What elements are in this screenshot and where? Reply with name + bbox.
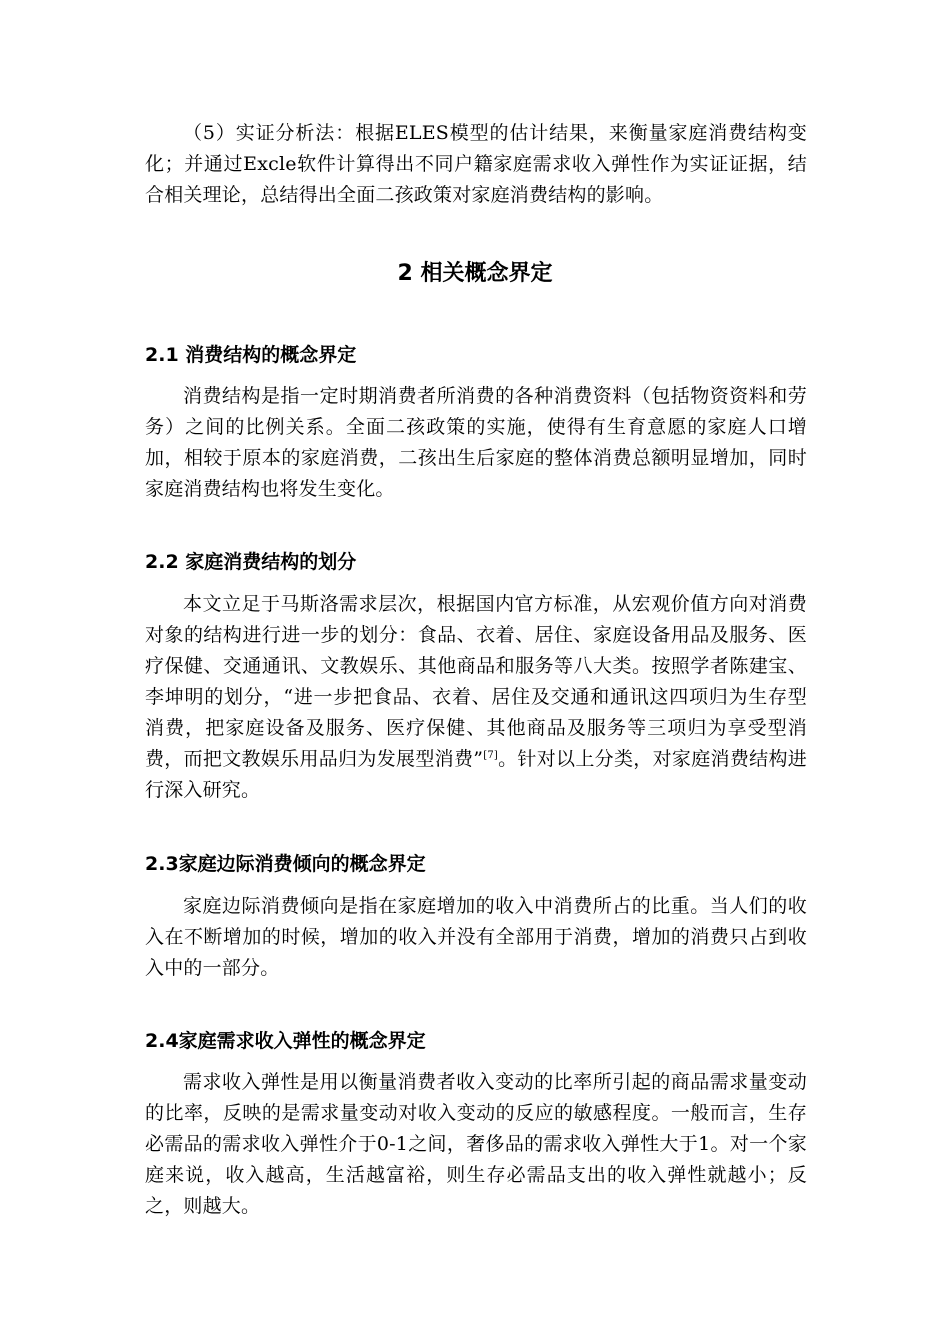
section-heading-2-3: 2.3家庭边际消费倾向的概念界定 [145, 853, 426, 875]
section-heading-2-1: 2.1 消费结构的概念界定 [145, 344, 357, 366]
section-2-2-text: 本文立足于马斯洛需求层次，根据国内官方标准，从宏观价值方向对消费对象的结构进行进一步的划分：食品、衣着、居住、家庭设备用品及服务、医疗保健、交通通讯、文教娱乐、其他商品和服务等八大类。按照学者陈建宝、李坤明的划分，“进一步把食品、衣着、居住及交通和通讯这四项归为生存型消费，把家庭设备及服务、医疗保健、其他商品及服务等三项归为享受型消费，而把文教娱乐用品归为发展型消费” [145, 593, 807, 770]
section-2-2-paragraph [145, 589, 807, 806]
section-heading-2-2: 2.2 家庭消费结构的划分 [145, 551, 357, 573]
section-2-1-paragraph: 消费结构是指一定时期消费者所消费的各种消费资料（包括物资资料和劳务）之间的比例关系。全面二孩政策的实施，使得有生育意愿的家庭人口增加，相较于原本的家庭消费，二孩出生后家庭的整体消费总额明显增加，同时家庭消费结构也将发生变化。 [145, 385, 807, 500]
chapter-title: 2 相关概念界定 [397, 261, 553, 286]
section-2-2-text-tail: 。针对以上分类，对家庭消费结构进行深入研究。 [145, 748, 807, 801]
citation-marker: [7] [483, 750, 498, 761]
section-2-3-paragraph: 家庭边际消费倾向是指在家庭增加的收入中消费所占的比重。当人们的收入在不断增加的时候，增加的收入并没有全部用于消费，增加的消费只占到收入中的一部分。 [145, 895, 807, 979]
section-heading-2-4: 2.4家庭需求收入弹性的概念界定 [145, 1030, 426, 1052]
section-2-4-paragraph: 需求收入弹性是用以衡量消费者收入变动的比率所引起的商品需求量变动的比率，反映的是需求量变动对收入变动的反应的敏感程度。一般而言，生存必需品的需求收入弹性介于0-1之间，奢侈品的需求收入弹性大于1。对一个家庭来说，收入越高，生活越富裕，则生存必需品支出的收入弹性就越小；反之，则越大。 [145, 1071, 807, 1217]
intro-paragraph: （5）实证分析法：根据ELES模型的估计结果，来衡量家庭消费结构变化；并通过Excle软件计算得出不同户籍家庭需求收入弹性作为实证证据，结合相关理论，总结得出全面二孩政策对家庭消费结构的影响。 [145, 122, 807, 206]
